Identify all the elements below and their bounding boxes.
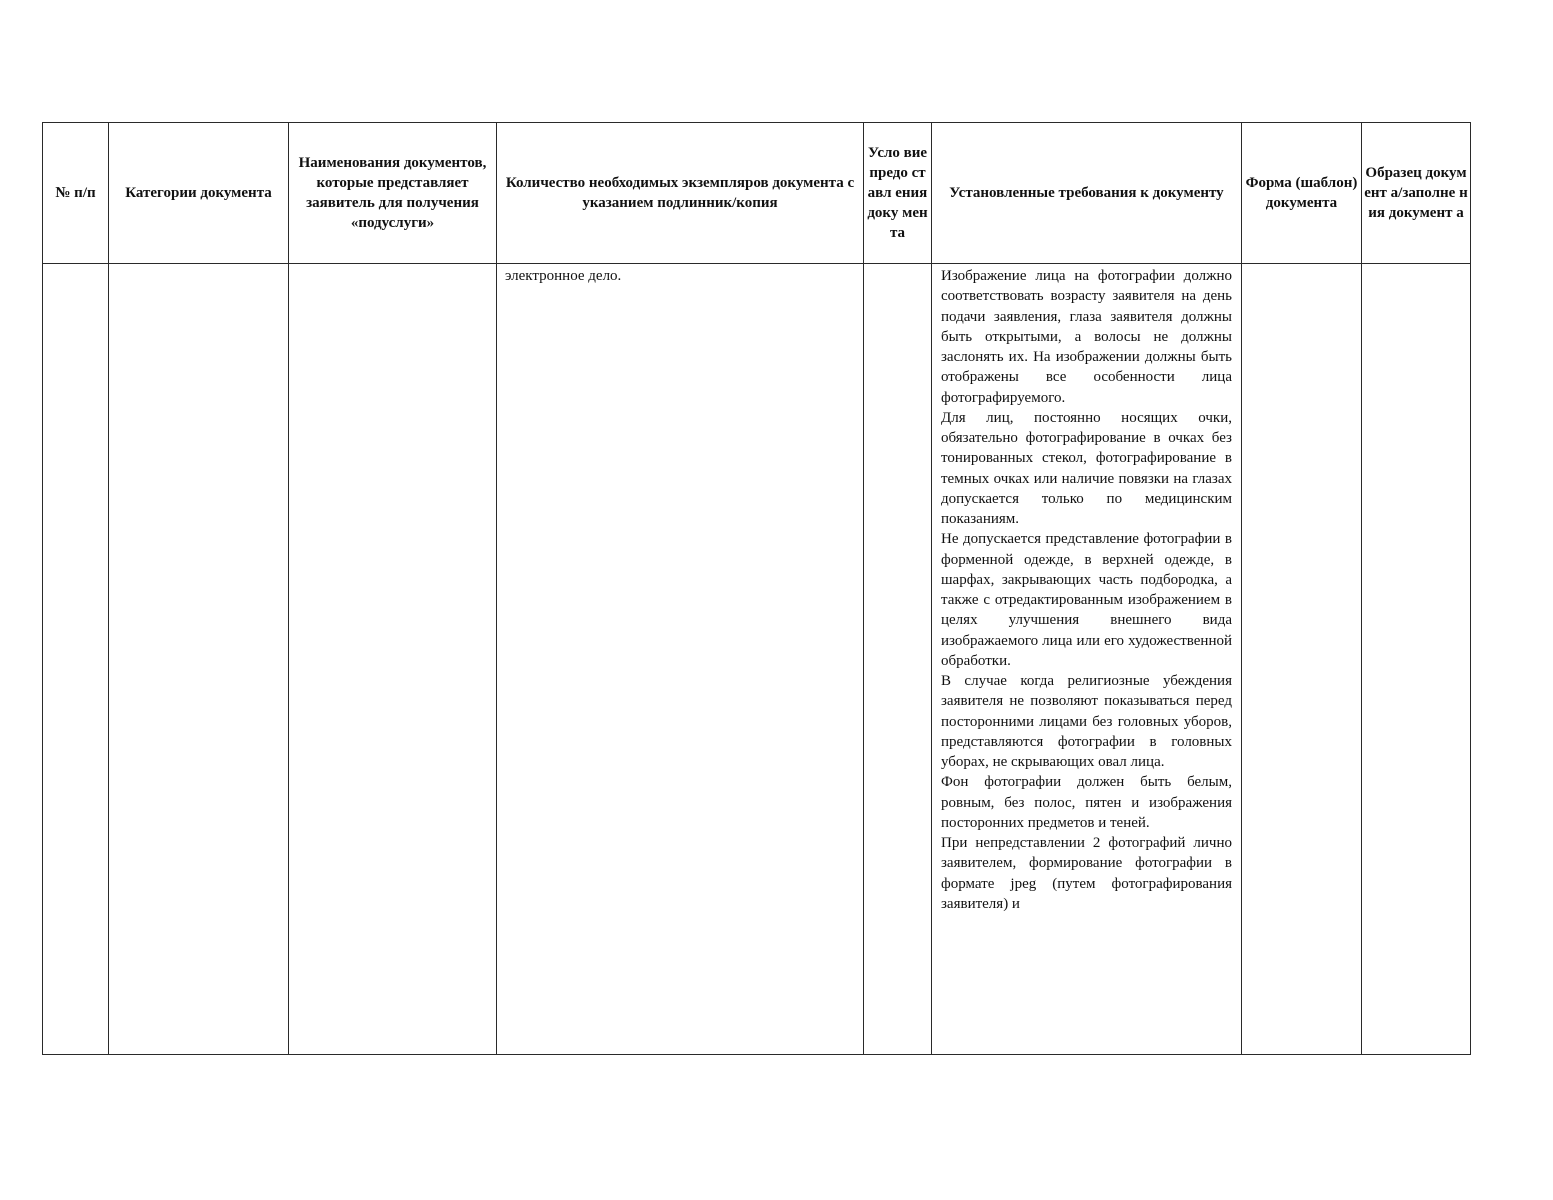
- header-number: № п/п: [43, 123, 109, 264]
- requirement-paragraph: При непредставлении 2 фотографий лично заявителем, формирование фотографии в формате jpeg (путем фотографирования заявителя) и: [941, 835, 1232, 912]
- header-form-template: Форма (шаблон) документа: [1242, 123, 1362, 264]
- requirement-paragraph: Не допускается представление фотографии в форменной одежде, в верхней одежде, в шарфах, закрывающих часть подбородка, а также с отредактированным изображением в целях улучшения внешнего вида изображаемого лица или его художественной обработки.: [941, 531, 1232, 669]
- copies-text: электронное дело.: [505, 268, 622, 284]
- table-row: [43, 264, 1471, 1055]
- requirement-paragraph: Для лиц, постоянно носящих очки, обязательно фотографирование в очках без тонированных стекол, фотографирование в темных очках или наличие повязки на глазах допускается только по медицинским показаниям.: [941, 409, 1232, 527]
- header-requirements: Установленные требования к документу: [932, 123, 1242, 264]
- header-condition: Усло вие предо ставл ения доку мента: [864, 123, 932, 264]
- requirement-paragraph: Фон фотографии должен быть белым, ровным, без полос, пятен и изображения посторонних предметов и теней.: [941, 774, 1232, 831]
- cell-document-names: [289, 264, 497, 1055]
- header-category: Категории документа: [109, 123, 289, 264]
- document-table: [42, 122, 1471, 1055]
- requirement-paragraph: Изображение лица на фотографии должно соответствовать возрасту заявителя на день подачи заявления, глаза заявителя должны быть открытыми, а волосы не должны заслонять их. На изображении должны быть отображены все особенности лица фотографируемого.: [941, 268, 1232, 406]
- header-sample: Образец документ а/заполне ния документ а: [1362, 123, 1471, 264]
- header-document-names: Наименования документов, которые представляет заявитель для получения «подуслуги»: [289, 123, 497, 264]
- cell-sample: [1362, 264, 1471, 1055]
- cell-copies: [497, 264, 864, 1055]
- cell-form-template: [1242, 264, 1362, 1055]
- cell-condition: [864, 264, 932, 1055]
- requirements-text: [932, 264, 1241, 1054]
- cell-requirements: [932, 264, 1242, 1055]
- table-header-row: [43, 123, 1471, 264]
- cell-category: [109, 264, 289, 1055]
- requirement-paragraph: В случае когда религиозные убеждения заявителя не позволяют показываться перед посторонними лицами без головных уборов, представляются фотографии в головных уборах, не скрывающих овал лица.: [941, 673, 1232, 770]
- cell-number: [43, 264, 109, 1055]
- header-copies: Количество необходимых экземпляров документа с указанием подлинник/копия: [497, 123, 864, 264]
